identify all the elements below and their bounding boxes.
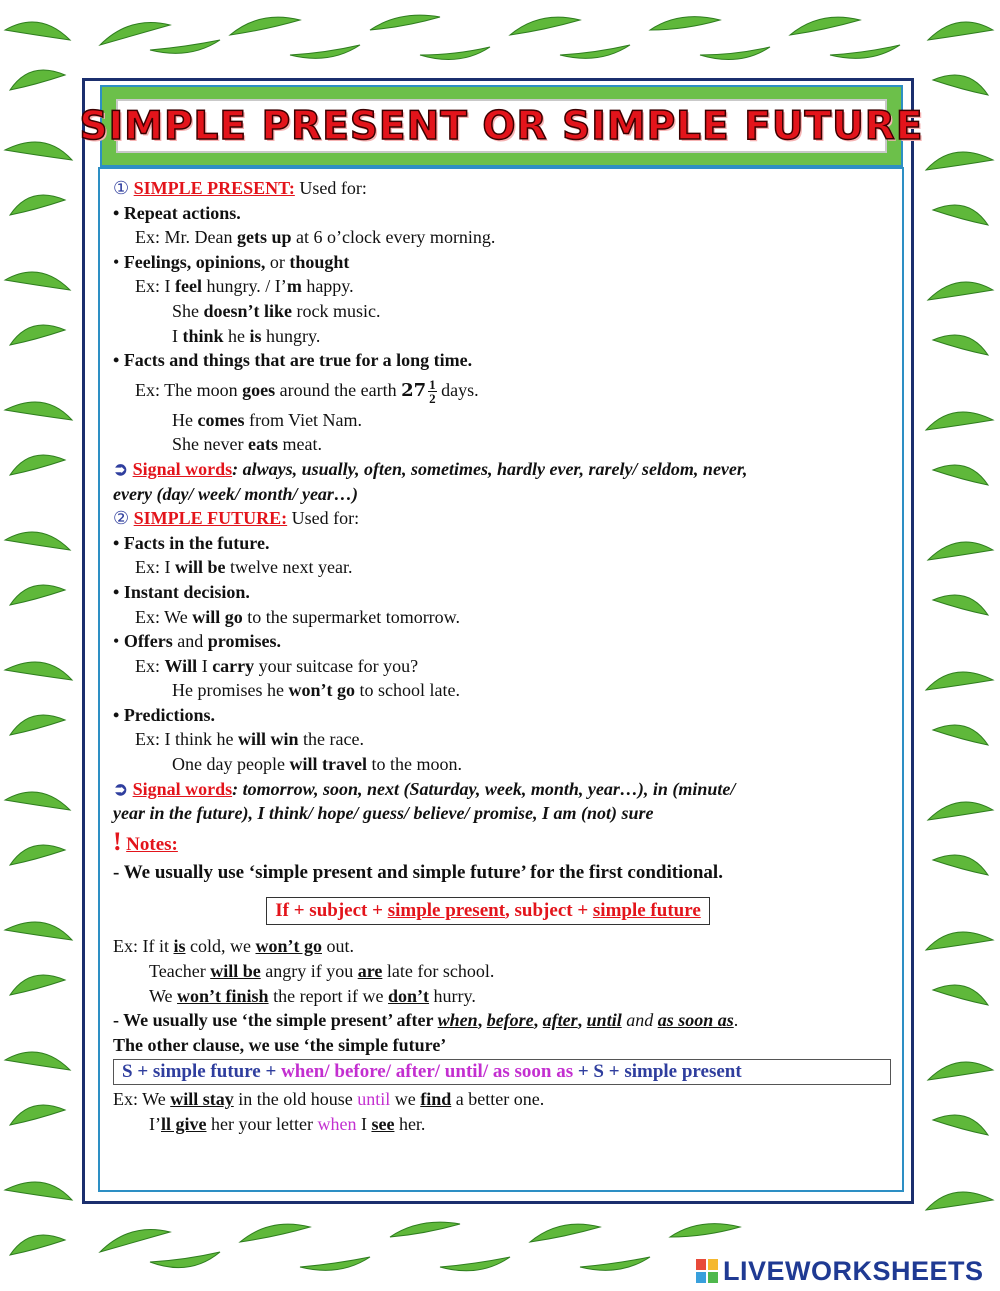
present-ex-6: He comes from Viet Nam. <box>172 409 363 430</box>
present-bullet-3: • Facts and things that are true for a long time. <box>113 350 473 371</box>
notes-ex-3: We won’t finish the report if we don’t hurry. <box>149 985 476 1006</box>
present-ex-7: She never eats meat. <box>172 434 322 455</box>
bamboo-border-right <box>918 0 1000 1230</box>
page-title: SIMPLE PRESENT OR SIMPLE FUTURE <box>79 103 924 149</box>
liveworksheets-logo <box>695 1255 984 1287</box>
future-used-for: Used for: <box>287 508 360 529</box>
future-ex-4: He promises he won’t go to school late. <box>172 680 460 701</box>
arrow-right-icon: ➲ <box>113 458 129 479</box>
title-banner <box>79 85 924 167</box>
future-heading-line <box>113 506 893 531</box>
future-ex-1: Ex: I will be twelve next year. <box>135 557 353 578</box>
future-bullet-1: • Facts in the future. <box>113 532 270 553</box>
bamboo-border-left <box>0 0 78 1291</box>
present-ex-2: Ex: I feel hungry. / I’m happy. <box>135 276 354 297</box>
formula-1-row <box>83 885 893 934</box>
present-heading: SIMPLE PRESENT: <box>133 178 295 198</box>
notes-rule-2: - We usually use ‘the simple present’ after when, before, after, until and as soon as. <box>113 1010 739 1031</box>
future-bullet-4: • Predictions. <box>113 704 215 725</box>
exclamation-icon: ! <box>113 826 122 856</box>
bullet-text: Repeat actions. <box>123 202 241 223</box>
future-signal-words: ➲ Signal words: tomorrow, soon, next (Saturday, week, month, year…), in (minute/ <box>113 778 736 799</box>
present-used-for: Used for: <box>294 178 367 198</box>
future-bullet-2: • Instant decision. <box>113 581 250 602</box>
future-bullet-3: • Offers and promises. <box>113 631 281 652</box>
present-signal-words: ➲ Signal words: always, usually, often, sometimes, hardly ever, rarely/ seldom, never, <box>113 458 748 479</box>
formula-time-clause: S + simple future + when/ before/ after/ until/ as soon as + S + simple present <box>113 1059 891 1085</box>
formula-conditional: If + subject + simple present, subject + simple future <box>266 897 710 925</box>
future-ex-2: Ex: We will go to the supermarket tomorrow. <box>135 606 461 627</box>
notes-ex-2: Teacher will be angry if you are late for school. <box>149 961 495 982</box>
present-ex-3: She doesn’t like rock music. <box>172 300 381 321</box>
notes-rule-1: - We usually use ‘simple present and simple future’ for the first conditional. <box>113 861 723 883</box>
fraction-half: $\frac{1}{2}$ <box>429 377 436 407</box>
notes-ex-5: I’ll give her your letter when I see her. <box>149 1114 426 1134</box>
notes-heading: Notes: <box>126 833 178 855</box>
worksheet-content <box>113 176 893 1137</box>
circled-two-icon: ② <box>113 508 130 529</box>
notes-ex-1: Ex: If it is cold, we won’t go out. <box>113 936 355 957</box>
present-ex-4: I think he is hungry. <box>172 325 321 346</box>
future-ex-5: Ex: I think he will win the race. <box>135 729 364 750</box>
liveworksheets-icon <box>695 1258 719 1284</box>
present-ex-5: Ex: The moon goes around the earth 27 $\frac{1}{2}$ days. <box>135 377 479 407</box>
arrow-right-icon: ➲ <box>113 778 129 799</box>
notes-heading-line <box>113 826 893 861</box>
present-bullet-1: • Repeat actions. <box>113 202 241 223</box>
bamboo-border-top <box>90 5 905 77</box>
liveworksheets-wordmark: LIVEWORKSHEETS <box>723 1255 984 1286</box>
present-signal-words-2: every (day/ week/ month/ year…) <box>113 483 358 504</box>
future-heading: SIMPLE FUTURE: <box>133 508 288 529</box>
title-inner <box>79 99 924 153</box>
circled-one-icon: ① <box>113 178 130 198</box>
present-bullet-2: • Feelings, opinions, or thought <box>113 251 350 272</box>
present-ex-1: Ex: Mr. Dean gets up at 6 o’clock every morning. <box>135 227 496 248</box>
future-ex-6: One day people will travel to the moon. <box>172 754 462 775</box>
notes-rule-2b: The other clause, we use ‘the simple future’ <box>113 1034 447 1055</box>
present-heading-line <box>113 176 893 201</box>
future-ex-3: Ex: Will I carry your suitcase for you? <box>135 655 419 676</box>
notes-ex-4: Ex: We will stay in the old house until we find a better one. <box>113 1089 545 1110</box>
future-signal-words-2: year in the future), I think/ hope/ guess/ believe/ promise, I am (not) sure <box>113 803 654 824</box>
